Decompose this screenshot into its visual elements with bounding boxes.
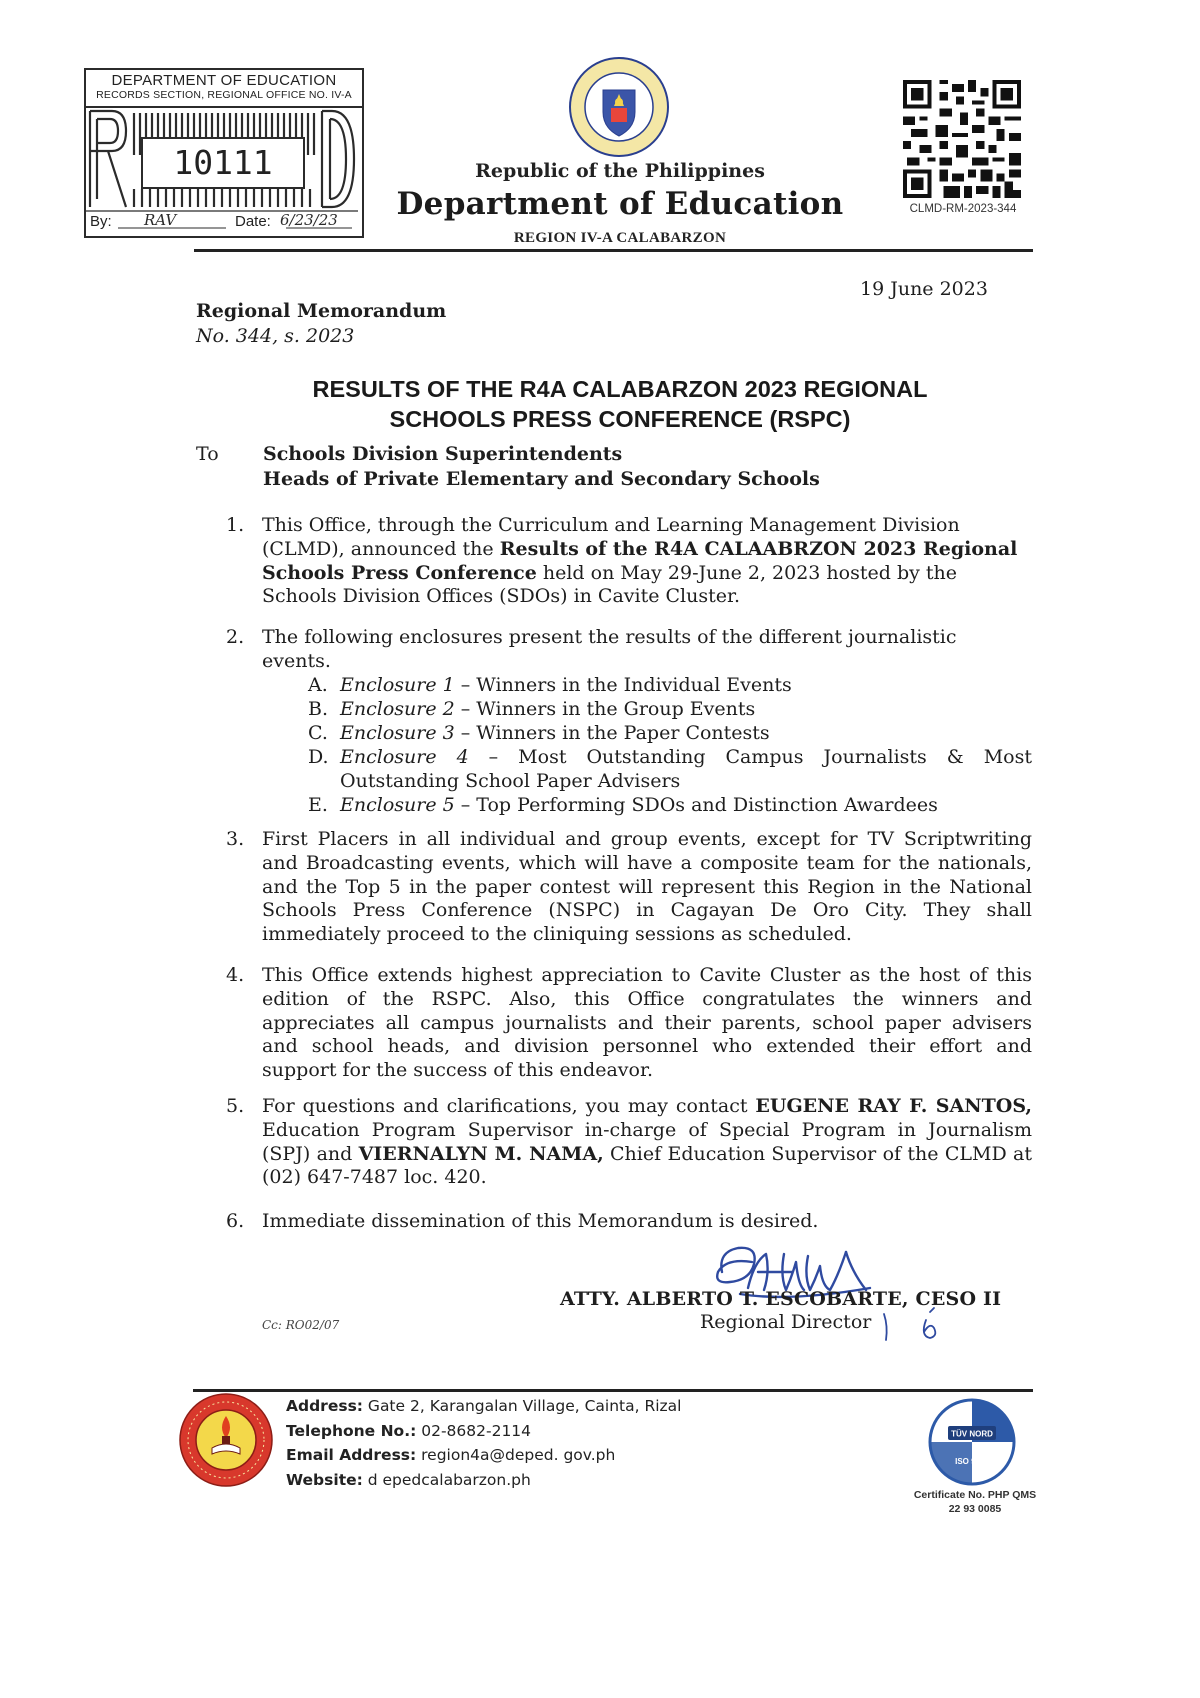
paragraph-4-line: appreciates all campus journalists and their parents, school paper advisers bbox=[262, 1011, 1032, 1034]
website-value[interactable]: d epedcalabarzon.ph bbox=[362, 1470, 531, 1489]
paragraph-6-line: Immediate dissemination of this Memorandum is desired. bbox=[262, 1210, 819, 1232]
paragraph-6 bbox=[262, 1210, 1032, 1234]
enclosure-letter: A. bbox=[308, 674, 328, 696]
email-value[interactable]: region4a@deped. gov.ph bbox=[416, 1446, 616, 1464]
contact-name-santos: EUGENE RAY F. SANTOS, bbox=[755, 1095, 1032, 1117]
paragraph-3 bbox=[262, 828, 1032, 947]
phone-value: 02-8682-2114 bbox=[416, 1421, 532, 1440]
iso-certification-logo bbox=[928, 1398, 1016, 1486]
stamp-by-initials: RAV bbox=[144, 211, 177, 229]
enclosure-line: Outstanding School Paper Advisers bbox=[340, 769, 681, 792]
text-run: Chief Education Supervisor of the CLMD at bbox=[603, 1142, 1032, 1165]
carbon-copy: Cc: RO02/07 bbox=[262, 1318, 340, 1332]
text-run: For questions and clarifications, you may contact bbox=[262, 1095, 756, 1117]
regional-office-seal-icon bbox=[178, 1392, 274, 1488]
enclosure-description: – Winners in the Individual Events bbox=[454, 674, 792, 696]
paragraph-1-number: 1. bbox=[226, 514, 245, 536]
paragraph-2-line: events. bbox=[262, 649, 331, 672]
certificate-line-1: Certificate No. PHP QMS bbox=[913, 1489, 1037, 1501]
stamp-records-section: RECORDS SECTION, REGIONAL OFFICE NO. IV-A bbox=[96, 89, 352, 101]
paragraph-4-line: and school heads, and division personnel who extended their effort and bbox=[262, 1035, 1032, 1058]
paragraph-1-line bbox=[262, 538, 1032, 562]
paragraph-4 bbox=[262, 964, 1032, 1083]
enclosure-name: Enclosure 2 bbox=[340, 698, 455, 720]
enclosure-name: Enclosure 1 bbox=[340, 674, 455, 696]
enclosure-item bbox=[340, 698, 1032, 722]
memo-number: No. 344, s. 2023 bbox=[196, 325, 355, 347]
stamp-date-value: 6/23/23 bbox=[280, 211, 338, 229]
enclosure-letter: B. bbox=[308, 698, 329, 720]
paragraph-2-line: The following enclosures present the results of the different journalistic bbox=[262, 626, 957, 648]
paragraph-1-line: This Office, through the Curriculum and Learning Management Division bbox=[262, 514, 960, 536]
website-label: Website: bbox=[286, 1470, 363, 1489]
header-divider bbox=[194, 249, 1033, 252]
certificate-line-2: 22 93 0085 bbox=[948, 1503, 1002, 1515]
subject-line-2: SCHOOLS PRESS CONFERENCE (RSPC) bbox=[389, 406, 851, 432]
enclosure-description: – Winners in the Group Events bbox=[454, 698, 756, 720]
iso-brand-text: TÜV NORD bbox=[951, 1429, 993, 1439]
qr-code-label: CLMD-RM-2023-344 bbox=[909, 203, 1017, 215]
certificate-number bbox=[900, 1488, 1050, 1516]
iso-standard-text: ISO 9001 bbox=[955, 1457, 989, 1466]
initials-mark bbox=[880, 1306, 950, 1346]
bold-run: Results of the R4A CALAABRZON 2023 Regional bbox=[499, 537, 1018, 560]
paragraph-2 bbox=[262, 626, 1032, 674]
paragraph-3-line: and Broadcasting events, which will have a composite team for the nationals, bbox=[262, 851, 1032, 874]
footer-email bbox=[286, 1443, 681, 1468]
stamp-date-label: Date: bbox=[235, 213, 271, 230]
enclosure-item bbox=[340, 746, 1032, 794]
enclosure-line bbox=[340, 746, 1032, 770]
paragraph-4-line: support for the success of this endeavor. bbox=[262, 1059, 653, 1082]
text-run: held on May 29-June 2, 2023 hosted by the bbox=[536, 561, 957, 584]
paragraph-3-line: Schools Press Conference (NSPC) in Cagayan De Oro City. They shall bbox=[262, 899, 1032, 922]
text-run: (CLMD), announced the bbox=[262, 537, 500, 560]
paragraph-2-number: 2. bbox=[226, 626, 245, 648]
enclosure-item bbox=[340, 674, 1032, 698]
enclosure-item bbox=[340, 794, 1032, 818]
subject-line-1: RESULTS OF THE R4A CALABARZON 2023 REGIONAL bbox=[312, 376, 928, 402]
paragraph-5-line: Education Program Supervisor in-charge of Special Program in Journalism bbox=[262, 1118, 1032, 1141]
enclosure-letter: C. bbox=[308, 722, 328, 744]
signatory-name: ATTY. ALBERTO T. ESCOBARTE, CESO II bbox=[560, 1288, 1002, 1310]
enclosure-description: – Top Performing SDOs and Distinction Awardees bbox=[454, 794, 938, 816]
recipient-2: Heads of Private Elementary and Secondary Schools bbox=[263, 468, 820, 490]
paragraph-1 bbox=[262, 514, 1032, 609]
address-value: Gate 2, Karangalan Village, Cainta, Rizal bbox=[363, 1397, 682, 1415]
paragraph-4-line: This Office extends highest appreciation to Cavite Cluster as the host of this bbox=[262, 964, 1032, 986]
email-label: Email Address: bbox=[286, 1446, 417, 1464]
enclosure-letter: E. bbox=[308, 794, 328, 816]
stamp-by-label: By: bbox=[90, 213, 112, 230]
bold-run: Schools Press Conference bbox=[262, 561, 537, 584]
paragraph-4-number: 4. bbox=[226, 964, 245, 986]
stamp-received-number: 10111 bbox=[141, 137, 305, 189]
enclosure-description: – Winners in the Paper Contests bbox=[454, 722, 770, 744]
republic-header: Republic of the Philippines bbox=[475, 160, 765, 182]
to-label: To bbox=[196, 443, 219, 465]
enclosure-name: Enclosure 5 bbox=[340, 794, 455, 816]
text-run: (SPJ) and bbox=[262, 1142, 359, 1165]
memo-type: Regional Memorandum bbox=[196, 300, 447, 322]
enclosure-name: Enclosure 4 bbox=[340, 746, 469, 768]
paragraph-3-line: First Placers in all individual and group events, except for TV Scriptwriting bbox=[262, 828, 1032, 850]
memo-date: 19 June 2023 bbox=[860, 278, 988, 300]
paragraph-5-line bbox=[262, 1143, 1032, 1167]
region-header: REGION IV-A CALABARZON bbox=[513, 230, 727, 246]
paragraph-5-line bbox=[262, 1095, 1032, 1119]
footer-address bbox=[286, 1394, 681, 1419]
paragraph-3-line: and the Top 5 in the paper contest will represent this Region in the National bbox=[262, 875, 1032, 898]
footer-contact-info bbox=[286, 1394, 681, 1492]
paragraph-1-line bbox=[262, 562, 1032, 586]
paragraph-4-line: edition of the RSPC. Also, this Office congratulates the winners and bbox=[262, 987, 1032, 1010]
stamp-header bbox=[86, 70, 362, 108]
paragraph-1-line: Schools Division Offices (SDOs) in Cavite Cluster. bbox=[262, 585, 741, 608]
contact-name-nama: VIERNALYN M. NAMA, bbox=[358, 1142, 604, 1165]
enclosure-description: – Most Outstanding Campus Journalists & Most bbox=[468, 746, 1032, 768]
memo-subject bbox=[210, 374, 1030, 434]
phone-label: Telephone No.: bbox=[286, 1421, 417, 1440]
deped-seal-icon bbox=[568, 56, 670, 158]
recipient-1: Schools Division Superintendents bbox=[263, 443, 623, 465]
department-header: Department of Education bbox=[396, 186, 844, 222]
paragraph-3-line: immediately proceed to the cliniquing sessions as scheduled. bbox=[262, 923, 852, 946]
qr-code-icon bbox=[903, 80, 1021, 198]
paragraph-3-number: 3. bbox=[226, 828, 245, 850]
paragraph-5 bbox=[262, 1095, 1032, 1190]
paragraph-5-number: 5. bbox=[226, 1095, 245, 1117]
enclosure-item bbox=[340, 722, 1032, 746]
signatory-title: Regional Director bbox=[700, 1311, 872, 1333]
enclosure-name: Enclosure 3 bbox=[340, 722, 455, 744]
stamp-department: DEPARTMENT OF EDUCATION bbox=[111, 72, 337, 89]
footer-website bbox=[286, 1468, 681, 1493]
paragraph-5-line: (02) 647-7487 loc. 420. bbox=[262, 1166, 487, 1189]
enclosure-letter: D. bbox=[308, 746, 329, 768]
footer-divider bbox=[193, 1389, 1033, 1392]
paragraph-6-number: 6. bbox=[226, 1210, 245, 1232]
address-label: Address: bbox=[286, 1397, 363, 1415]
received-stamp bbox=[84, 68, 364, 238]
footer-phone bbox=[286, 1419, 681, 1444]
